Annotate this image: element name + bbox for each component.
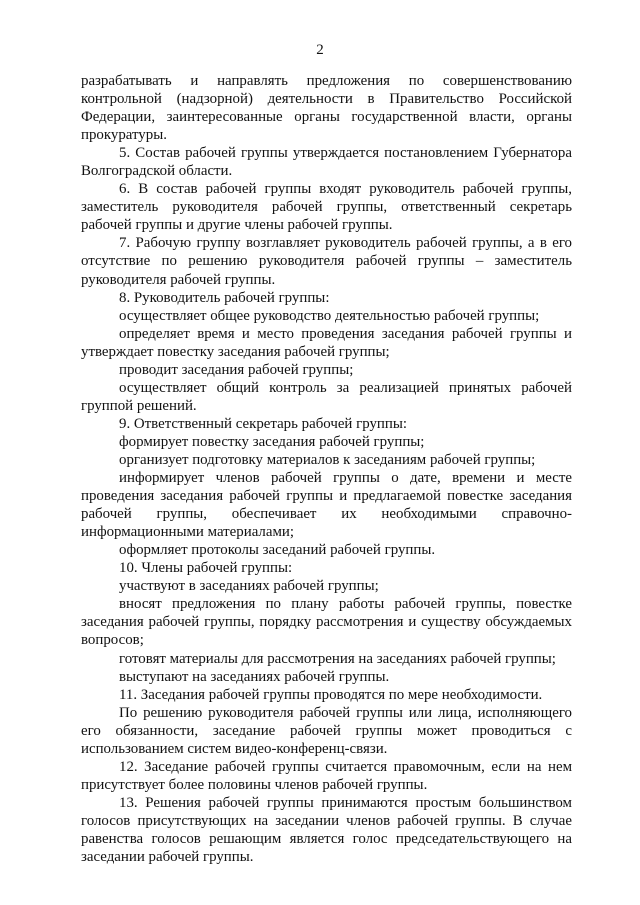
paragraph-item: осуществляет общее руководство деятельностью рабочей группы; xyxy=(119,307,540,324)
paragraph-clause-7: 7. Рабочую группу возглавляет руководитель рабочей группы, а в его отсутствие по решению руководителя рабочей группы – заместитель руководителя рабочей группы. xyxy=(81,235,572,288)
paragraph-clause-6: 6. В состав рабочей группы входят руководитель рабочей группы, заместитель руководителя рабочей группы, ответственный секретарь рабочей группы и другие члены рабочей группы. xyxy=(81,181,572,234)
paragraph-item: участвуют в заседаниях рабочей группы; xyxy=(119,578,379,595)
paragraph-item: По решению руководителя рабочей группы или лица, исполняющего его обязанности, заседание рабочей группы может проводиться с использованием систем видео-конференц-связи. xyxy=(81,704,572,757)
paragraph-clause-5: 5. Состав рабочей группы утверждается постановлением Губернатора Волгоградской области. xyxy=(81,145,572,180)
paragraph-item: осуществляет общий контроль за реализацией принятых рабочей группой решений. xyxy=(81,379,572,414)
paragraph-clause-13: 13. Решения рабочей группы принимаются простым большинством голосов присутствующих на заседании членов рабочей группы. В случае равенства голосов решающим является голос председательствующего на заседании рабочей группы. xyxy=(81,794,572,866)
paragraph-item: оформляет протоколы заседаний рабочей группы. xyxy=(119,542,436,559)
page-number: 2 xyxy=(316,42,324,58)
paragraph-clause-9: 9. Ответственный секретарь рабочей группы: xyxy=(119,415,408,432)
paragraph-continuation: разрабатывать и направлять предложения по совершенствованию контрольной (надзорной) деятельности в Правительство Российской Федерации, заинтересованные органы государственной власти, органы прокуратуры. xyxy=(81,73,572,144)
paragraph-item: формирует повестку заседания рабочей группы; xyxy=(119,433,425,450)
paragraph-clause-11: 11. Заседания рабочей группы проводятся по мере необходимости. xyxy=(119,686,543,703)
paragraph-item: вносят предложения по плану работы рабочей группы, повестке заседания рабочей группы, порядку рассмотрения и существу обсуждаемых вопросов; xyxy=(81,596,572,649)
paragraph-item: определяет время и место проведения заседания рабочей группы и утверждает повестку заседания рабочей группы; xyxy=(81,325,572,360)
paragraph-item: информирует членов рабочей группы о дате, времени и месте проведения заседания рабочей группы и предлагаемой повестке заседания рабочей группы, обеспечивает их необходимыми справочно-информационными материалами; xyxy=(81,470,572,541)
paragraph-clause-12: 12. Заседание рабочей группы считается правомочным, если на нем присутствует более половины членов рабочей группы. xyxy=(81,758,572,793)
document-body xyxy=(81,72,572,866)
paragraph-clause-10: 10. Члены рабочей группы: xyxy=(119,560,293,577)
paragraph-item: готовят материалы для рассмотрения на заседаниях рабочей группы; xyxy=(119,650,556,667)
paragraph-item: организует подготовку материалов к заседаниям рабочей группы; xyxy=(119,451,536,468)
paragraph-item: проводит заседания рабочей группы; xyxy=(119,361,354,378)
paragraph-item: выступают на заседаниях рабочей группы. xyxy=(119,668,390,685)
paragraph-clause-8: 8. Руководитель рабочей группы: xyxy=(119,289,330,306)
